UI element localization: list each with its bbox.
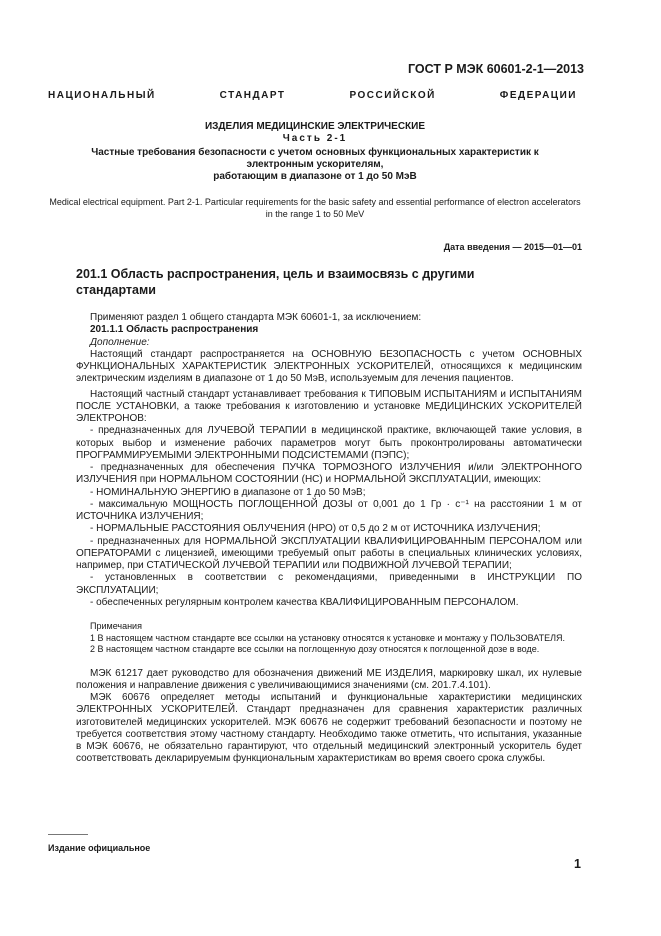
edition-label: Издание официальное bbox=[48, 843, 151, 853]
note: 2 В настоящем частном стандарте все ссылки на поглощенную дозу относятся к поглощенной дозе в воде. bbox=[90, 644, 540, 654]
list-item: - предназначенных для ЛУЧЕВОЙ ТЕРАПИИ в медицинской практике, включающей такие условия, в которых выбор и изменение рабочих параметров могут быть проконтролированы автоматически ПРОГРАММИРУЕМЫМИ ЭЛЕКТРОННЫМИ ПОДСИСТЕМАМИ (ПЭПС); bbox=[76, 425, 582, 461]
paragraph: Применяют раздел 1 общего стандарта МЭК 60601-1, за исключением: bbox=[90, 312, 422, 323]
standard-number: ГОСТ Р МЭК 60601-2-1—2013 bbox=[408, 62, 584, 76]
title-line-1: ИЗДЕЛИЯ МЕДИЦИНСКИЕ ЭЛЕКТРИЧЕСКИЕ bbox=[204, 121, 426, 132]
notes-title: Примечания bbox=[90, 621, 142, 631]
subsection-heading: 201.1.1 Область распространения bbox=[90, 324, 259, 336]
list-item: - предназначенных для НОРМАЛЬНОЙ ЭКСПЛУАТАЦИИ КВАЛИФИЦИРОВАННЫМ ПЕРСОНАЛОМ или ОПЕРАТОРАМИ с лицензией, имеющими требуемый опыт работы в специальных клинических условиях, например, при СТАТИЧЕСКОЙ ЛУЧЕВОЙ ТЕРАПИИ или ПОДВИЖНОЙ ЛУЧЕВОЙ ТЕРАПИИ; bbox=[76, 535, 582, 571]
paragraph: МЭК 61217 дает руководство для обозначения движений МЕ ИЗДЕЛИЯ, маркировку шкал, их нулевые положения и направление движения с увеличивающимися значениями (см. 201.7.4.101). bbox=[76, 667, 582, 691]
list-item: - НОРМАЛЬНЫЕ РАССТОЯНИЯ ОБЛУЧЕНИЯ (НРО) от 0,5 до 2 м от ИСТОЧНИКА ИЗЛУЧЕНИЯ; bbox=[90, 523, 541, 535]
list-item: - НОМИНАЛЬНУЮ ЭНЕРГИЮ в диапазоне от 1 до 50 МэВ; bbox=[90, 486, 366, 498]
paragraph: Настоящий стандарт распространяется на ОСНОВНУЮ БЕЗОПАСНОСТЬ с учетом ОСНОВНЫХ ФУНКЦИОНАЛЬНЫХ ХАРАКТЕРИСТИК ЭЛЕКТРОННЫХ УСКОРИТЕЛЕЙ, относящихся к медицинским электрическим изделиям в диапазоне от 1 до 50 МэВ, используемым для лечения пациентов. bbox=[76, 348, 582, 385]
footer-divider bbox=[48, 834, 88, 835]
title-subtitle bbox=[48, 147, 582, 183]
paragraph: Настоящий частный стандарт устанавливает требования к ТИПОВЫМ ИСПЫТАНИЯМ и ИСПЫТАНИЯМ ПОСЛЕ УСТАНОВКИ, а также требования к изготовлению и установке МЕДИЦИНСКИХ УСКОРИТЕЛЕЙ ЭЛЕКТРОНОВ: bbox=[76, 388, 582, 424]
list-item: - предназначенных для обеспечения ПУЧКА ТОРМОЗНОГО ИЗЛУЧЕНИЯ и/или ЭЛЕКТРОННОГО ИЗЛУЧЕНИЯ при НОРМАЛЬНОМ СОСТОЯНИИ (НС) и НОРМАЛЬНОЙ ЭКСПЛУАТАЦИИ, имеющих: bbox=[76, 462, 582, 486]
addition-label: Дополнение: bbox=[90, 336, 150, 348]
section-heading: 201.1 Область распространения, цель и взаимосвязь с другими стандартами bbox=[76, 267, 475, 297]
national-standard-banner: НАЦИОНАЛЬНЫЙ СТАНДАРТ РОССИЙСКОЙ ФЕДЕРАЦИИ bbox=[48, 90, 577, 101]
notes-block bbox=[76, 621, 582, 656]
title-line-5: работающим в диапазоне от 1 до 50 МэВ bbox=[213, 171, 417, 182]
title-line-3: Частные требования безопасности с учетом основных функциональных характеристик к bbox=[91, 147, 539, 158]
note: 1 В настоящем частном стандарте все ссылки на установку относятся к установке и монтажу у ПОЛЬЗОВАТЕЛЯ. bbox=[90, 632, 566, 643]
list-item: - максимальную МОЩНОСТЬ ПОГЛОЩЕННОЙ ДОЗЫ от 0,001 до 1 Гр · с⁻¹ на расстоянии 1 м от ИСТОЧНИКА ИЗЛУЧЕНИЯ; bbox=[76, 498, 582, 522]
section-body bbox=[76, 312, 582, 766]
english-title: Medical electrical equipment. Part 2-1. Particular requirements for the basic safety and essential performance of electron accelerators in the range 1 to 50 MeV bbox=[49, 197, 581, 219]
title-part: Часть 2-1 bbox=[282, 133, 348, 144]
title-line-4: электронным ускорителям, bbox=[246, 159, 384, 170]
paragraph: МЭК 60676 определяет методы испытаний и функциональные характеристики медицинских ЭЛЕКТРОННЫХ УСКОРИТЕЛЕЙ. Стандарт предназначен для сравнения характеристик различных изготовителей медицинских ускорителей. МЭК 60676 не содержит требований безопасности и поэтому не требуется соответствия этому частному стандарту. Необходимо также отметить, что испытания, указанные в МЭК 60676, не обязательно гарантируют, что отдельный медицинский электронный ускоритель будет соответствовать декларируемым функциональным характеристикам во время своего срока службы. bbox=[76, 692, 582, 765]
list-item: - установленных в соответствии с рекомендациями, приведенными в ИНСТРУКЦИИ ПО ЭКСПЛУАТАЦИИ; bbox=[76, 572, 582, 596]
page-number: 1 bbox=[574, 857, 581, 871]
introduction-date: Дата введения — 2015—01—01 bbox=[443, 242, 582, 252]
list-item: - обеспеченных регулярным контролем качества КВАЛИФИЦИРОВАННЫМ ПЕРСОНАЛОМ. bbox=[90, 596, 519, 608]
